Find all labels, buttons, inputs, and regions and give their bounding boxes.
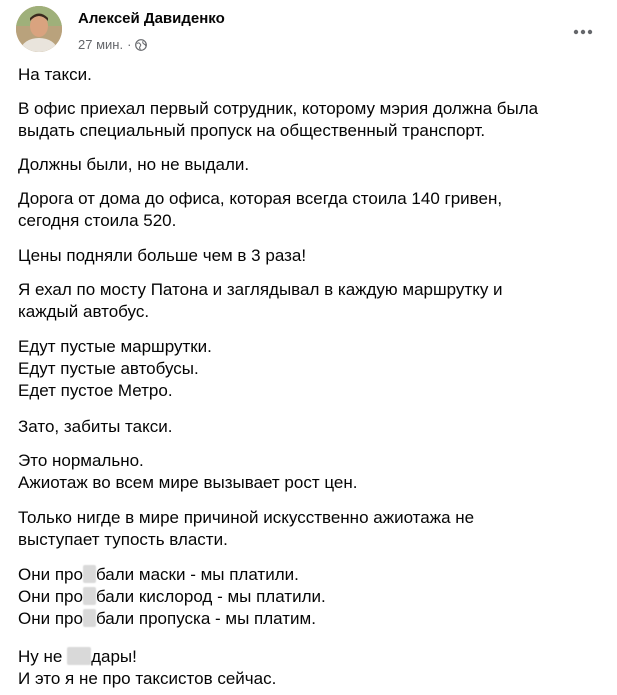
text-line: Зато, забиты такси.	[18, 417, 173, 436]
text-line: выдать специальный пропуск на общественный транспорт.	[18, 121, 486, 141]
paragraph	[18, 245, 306, 267]
text-segment: бали кислород - мы платили.	[95, 587, 326, 607]
censored-blur	[83, 587, 96, 605]
text-segment: Они про	[18, 609, 83, 629]
text-line: На такси.	[18, 65, 92, 84]
paragraph	[18, 279, 503, 323]
meta-separator: ·	[127, 37, 132, 52]
text-line: Дорога от дома до офиса, которая всегда стоила 140 гривен,	[18, 189, 503, 208]
text-segment: бали маски - мы платили.	[95, 565, 299, 584]
text-line: Едут пустые автобусы.	[18, 359, 199, 379]
text-line	[18, 646, 276, 668]
text-segment: Ну не	[18, 647, 68, 666]
text-line: Только нигде в мире причиной искусственно ажиотажа не	[18, 508, 475, 527]
text-line: Ажиотаж во всем мире вызывает рост цен.	[18, 473, 358, 493]
text-line: Цены подняли больше чем в 3 раза!	[18, 246, 307, 265]
post-time[interactable]: 27 мин.	[78, 37, 124, 52]
author-avatar[interactable]	[16, 6, 62, 52]
author-name[interactable]: Алексей Давиденко	[78, 10, 225, 27]
text-line: В офис приехал первый сотрудник, которому мэрия должна была	[18, 99, 539, 118]
text-line: Я ехал по мосту Патона и заглядывал в каждую маршрутку и	[18, 280, 503, 299]
paragraph	[18, 646, 276, 690]
text-segment: Они про	[18, 565, 83, 584]
censored-blur	[83, 609, 96, 627]
text-line	[18, 608, 326, 630]
text-line	[18, 564, 326, 586]
text-line: И это я не про таксистов сейчас.	[18, 669, 277, 689]
text-line: выступает тупость власти.	[18, 530, 228, 550]
text-line: каждый автобус.	[18, 302, 150, 322]
paragraph	[18, 507, 474, 551]
paragraph	[18, 450, 357, 494]
text-line: Едет пустое Метро.	[18, 381, 173, 401]
text-line: Должны были, но не выдали.	[18, 155, 250, 174]
post-header	[16, 6, 601, 56]
paragraph	[18, 416, 172, 438]
text-segment: бали пропуска - мы платим.	[95, 609, 316, 629]
avatar-photo	[16, 6, 62, 52]
paragraph	[18, 64, 92, 86]
more-options-button[interactable]	[565, 14, 601, 50]
text-line	[18, 586, 326, 608]
paragraph	[18, 98, 538, 142]
text-segment: дары!	[91, 647, 137, 666]
globe-icon[interactable]	[135, 39, 147, 51]
censored-blur	[83, 565, 96, 583]
paragraph	[18, 154, 249, 176]
text-line: Это нормально.	[18, 451, 144, 470]
censored-blur	[67, 647, 91, 665]
more-horizontal-icon	[573, 29, 593, 35]
paragraph	[18, 336, 212, 403]
paragraph	[18, 188, 502, 232]
text-line: Едут пустые маршрутки.	[18, 337, 212, 356]
censored-paragraph	[18, 564, 326, 631]
text-segment: Они про	[18, 587, 83, 607]
post-meta	[78, 37, 147, 52]
text-line: сегодня стоила 520.	[18, 211, 177, 231]
